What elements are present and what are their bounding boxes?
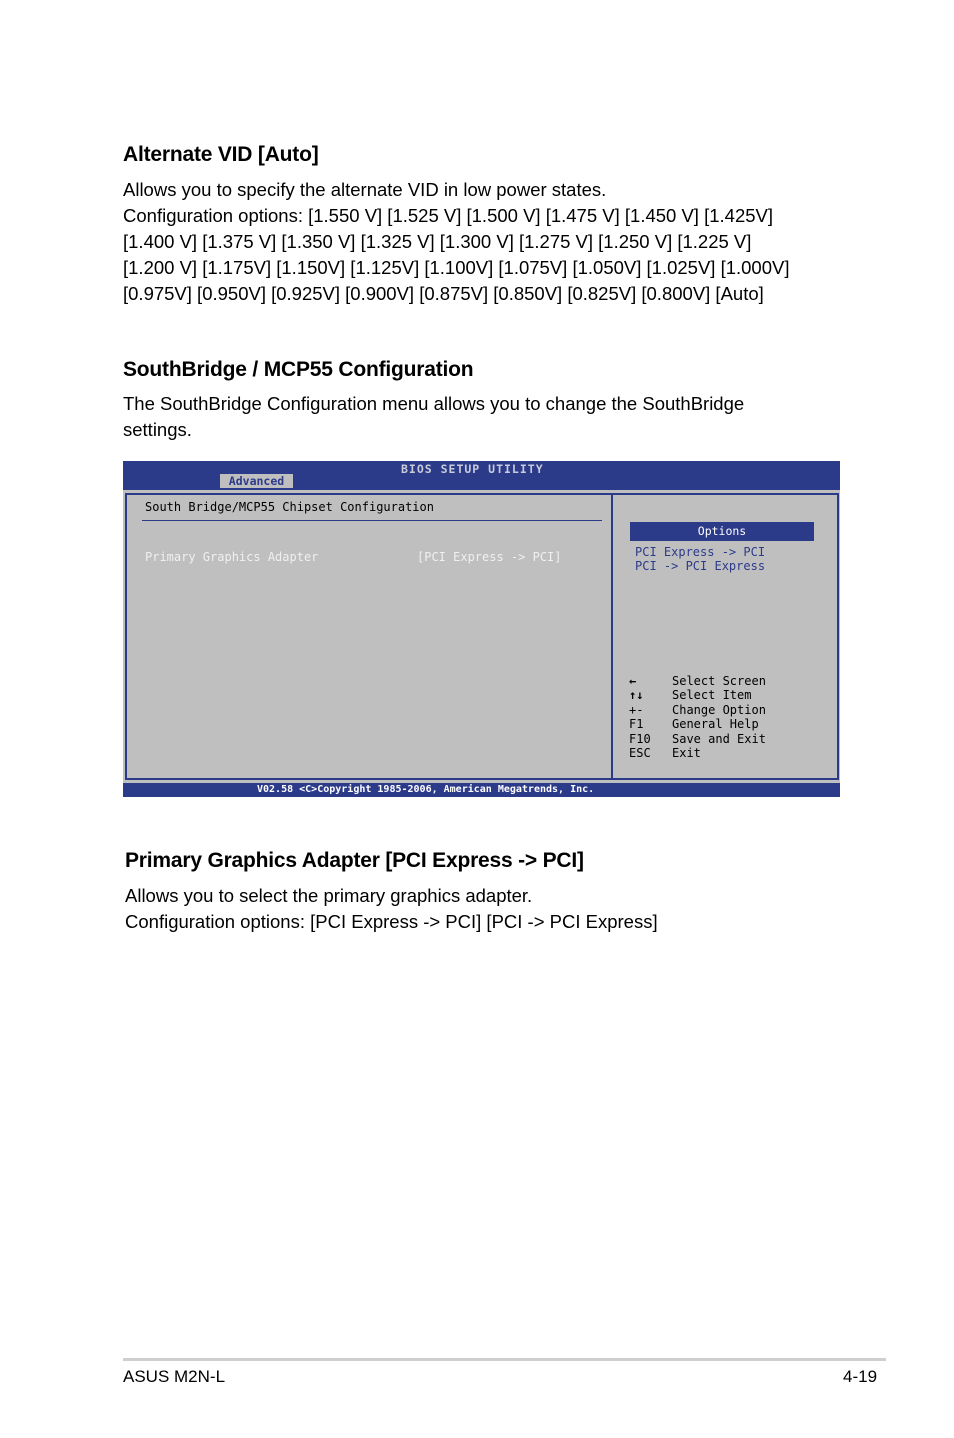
bios-main-panel (125, 493, 613, 780)
key-label: F10 (629, 732, 651, 746)
key-label: +- (629, 703, 644, 717)
bios-screen (123, 461, 840, 797)
text-line: Allows you to specify the alternate VID in low power states. (123, 179, 607, 200)
text-line: [0.975V] [0.950V] [0.925V] [0.900V] [0.875V] [0.850V] [0.825V] [0.800V] [Auto] (123, 283, 764, 304)
bios-title: BIOS SETUP UTILITY (401, 462, 544, 476)
alternate-vid-description (123, 177, 790, 307)
text-line: Allows you to select the primary graphics adapter. (125, 885, 533, 906)
text-line: settings. (123, 419, 192, 440)
text-line: [1.200 V] [1.175V] [1.150V] [1.125V] [1.100V] [1.075V] [1.050V] [1.025V] [1.000V] (123, 257, 790, 278)
primary-graphics-adapter-label[interactable]: Primary Graphics Adapter (145, 550, 319, 564)
option-item[interactable]: PCI Express -> PCI (635, 545, 766, 559)
text-line: [1.400 V] [1.375 V] [1.350 V] [1.325 V] [1.300 V] [1.275 V] [1.250 V] [1.225 V] (123, 231, 752, 252)
text-line: Configuration options: [PCI Express -> PCI] [PCI -> PCI Express] (125, 911, 658, 932)
bios-help-panel (611, 493, 839, 780)
copyright-text: V02.58 <C>Copyright 1985-2006, American Megatrends, Inc. (257, 784, 595, 795)
primary-graphics-description (125, 883, 658, 935)
options-header: Options (630, 522, 814, 541)
left-arrow-icon: ← (629, 674, 637, 688)
bios-title-bar (123, 461, 840, 490)
primary-graphics-heading: Primary Graphics Adapter [PCI Express -> PCI] (125, 849, 584, 872)
bios-section-title: South Bridge/MCP55 Chipset Configuration (145, 500, 434, 514)
primary-graphics-adapter-value[interactable]: [PCI Express -> PCI] (417, 550, 562, 564)
text-line: The SouthBridge Configuration menu allows you to change the SouthBridge (123, 393, 745, 414)
up-down-arrow-icon: ↑↓ (629, 688, 644, 702)
product-name: ASUS M2N-L (123, 1367, 226, 1386)
southbridge-description (123, 391, 744, 443)
key-description: Save and Exit (672, 732, 766, 746)
southbridge-heading: SouthBridge / MCP55 Configuration (123, 358, 474, 381)
option-item[interactable]: PCI -> PCI Express (635, 559, 766, 573)
bios-footer (123, 783, 840, 797)
key-description: General Help (672, 717, 759, 731)
key-description: Exit (672, 746, 701, 760)
key-label: F1 (629, 717, 644, 731)
key-description: Change Option (672, 703, 766, 717)
tab-advanced[interactable]: Advanced (220, 474, 293, 488)
text-line: Configuration options: [1.550 V] [1.525 V] [1.500 V] [1.475 V] [1.450 V] [1.425V] (123, 205, 774, 226)
footer-divider (123, 1358, 886, 1361)
key-description: Select Screen (672, 674, 766, 688)
page-number: 4-19 (843, 1367, 878, 1386)
alternate-vid-heading: Alternate VID [Auto] (123, 143, 319, 166)
divider (142, 520, 602, 521)
key-label: ESC (629, 746, 651, 760)
key-description: Select Item (672, 688, 752, 702)
